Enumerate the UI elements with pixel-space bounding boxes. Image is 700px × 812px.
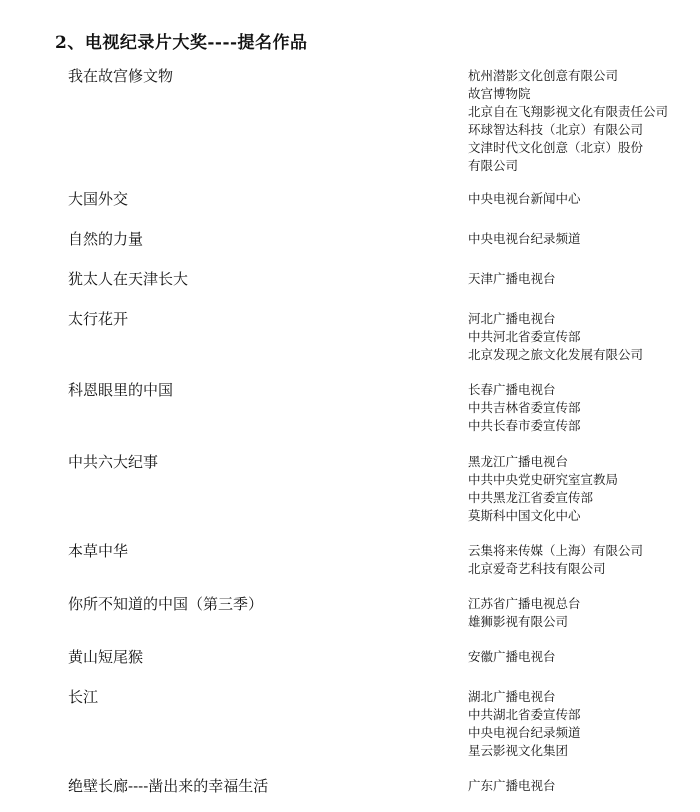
producer-name: 云集将来传媒（上海）有限公司: [468, 543, 644, 558]
producer-list: [468, 648, 678, 666]
work-title: 中共六大纪事: [68, 453, 159, 471]
producer-name: 中央电视台纪录频道: [468, 725, 581, 740]
work-title: 长江: [68, 688, 99, 706]
producer-name: 北京爱奇艺科技有限公司: [468, 561, 606, 576]
producer-name: 中共吉林省委宣传部: [468, 400, 581, 415]
work-title: 科恩眼里的中国: [68, 381, 174, 399]
producer-name: 北京发现之旅文化发展有限公司: [468, 347, 644, 362]
producer-list: [468, 310, 678, 364]
work-title: 大国外交: [68, 190, 129, 208]
work-title: 本草中华: [68, 542, 129, 560]
producer-name: 中共长春市委宣传部: [468, 418, 581, 433]
producer-name: 雄狮影视有限公司: [468, 614, 569, 629]
section-heading: 2、电视纪录片大奖----提名作品: [55, 33, 308, 53]
producer-name: 中共黑龙江省委宣传部: [468, 490, 594, 505]
producer-name: 中共河北省委宣传部: [468, 329, 581, 344]
work-title: 自然的力量: [68, 230, 144, 248]
producer-name: 故宫博物院: [468, 86, 531, 101]
producer-name: 安徽广播电视台: [468, 649, 556, 664]
producer-name: 莫斯科中国文化中心: [468, 508, 581, 523]
producer-name: 星云影视文化集团: [468, 743, 569, 758]
producer-list: [468, 777, 678, 795]
producer-list: [468, 381, 678, 435]
producer-list: [468, 230, 678, 248]
work-title: 太行花开: [68, 310, 129, 328]
producer-list: [468, 453, 678, 525]
producer-name: 环球智达科技（北京）有限公司: [468, 122, 644, 137]
work-title: 你所不知道的中国（第三季）: [68, 595, 264, 613]
producer-list: [468, 688, 678, 760]
producer-name: 黑龙江广播电视台: [468, 454, 569, 469]
producer-name: 广东广播电视台: [468, 778, 556, 793]
producer-name: 江苏省广播电视总台: [468, 596, 581, 611]
producer-name: 北京自在飞翔影视文化有限责任公司: [468, 104, 669, 119]
work-title: 绝壁长廊----凿出来的幸福生活: [68, 777, 269, 795]
producer-name: 中共湖北省委宣传部: [468, 707, 581, 722]
work-title: 犹太人在天津长大: [68, 270, 189, 288]
producer-name: 中央电视台新闻中心: [468, 191, 581, 206]
producer-name: 天津广播电视台: [468, 271, 556, 286]
producer-list: [468, 67, 678, 175]
work-title: 黄山短尾猴: [68, 648, 144, 666]
producer-name: 湖北广播电视台: [468, 689, 556, 704]
producer-list: [468, 542, 678, 578]
work-title: 我在故宫修文物: [68, 67, 174, 85]
producer-name: 中共中央党史研究室宣教局: [468, 472, 619, 487]
producer-name: 有限公司: [468, 158, 519, 173]
producer-name: 中央电视台纪录频道: [468, 231, 581, 246]
producer-name: 长春广播电视台: [468, 382, 556, 397]
producer-list: [468, 595, 678, 631]
producer-list: [468, 270, 678, 288]
producer-name: 河北广播电视台: [468, 311, 556, 326]
producer-list: [468, 190, 678, 208]
producer-name: 杭州潜影文化创意有限公司: [468, 68, 619, 83]
producer-name: 文津时代文化创意（北京）股份: [468, 140, 644, 155]
